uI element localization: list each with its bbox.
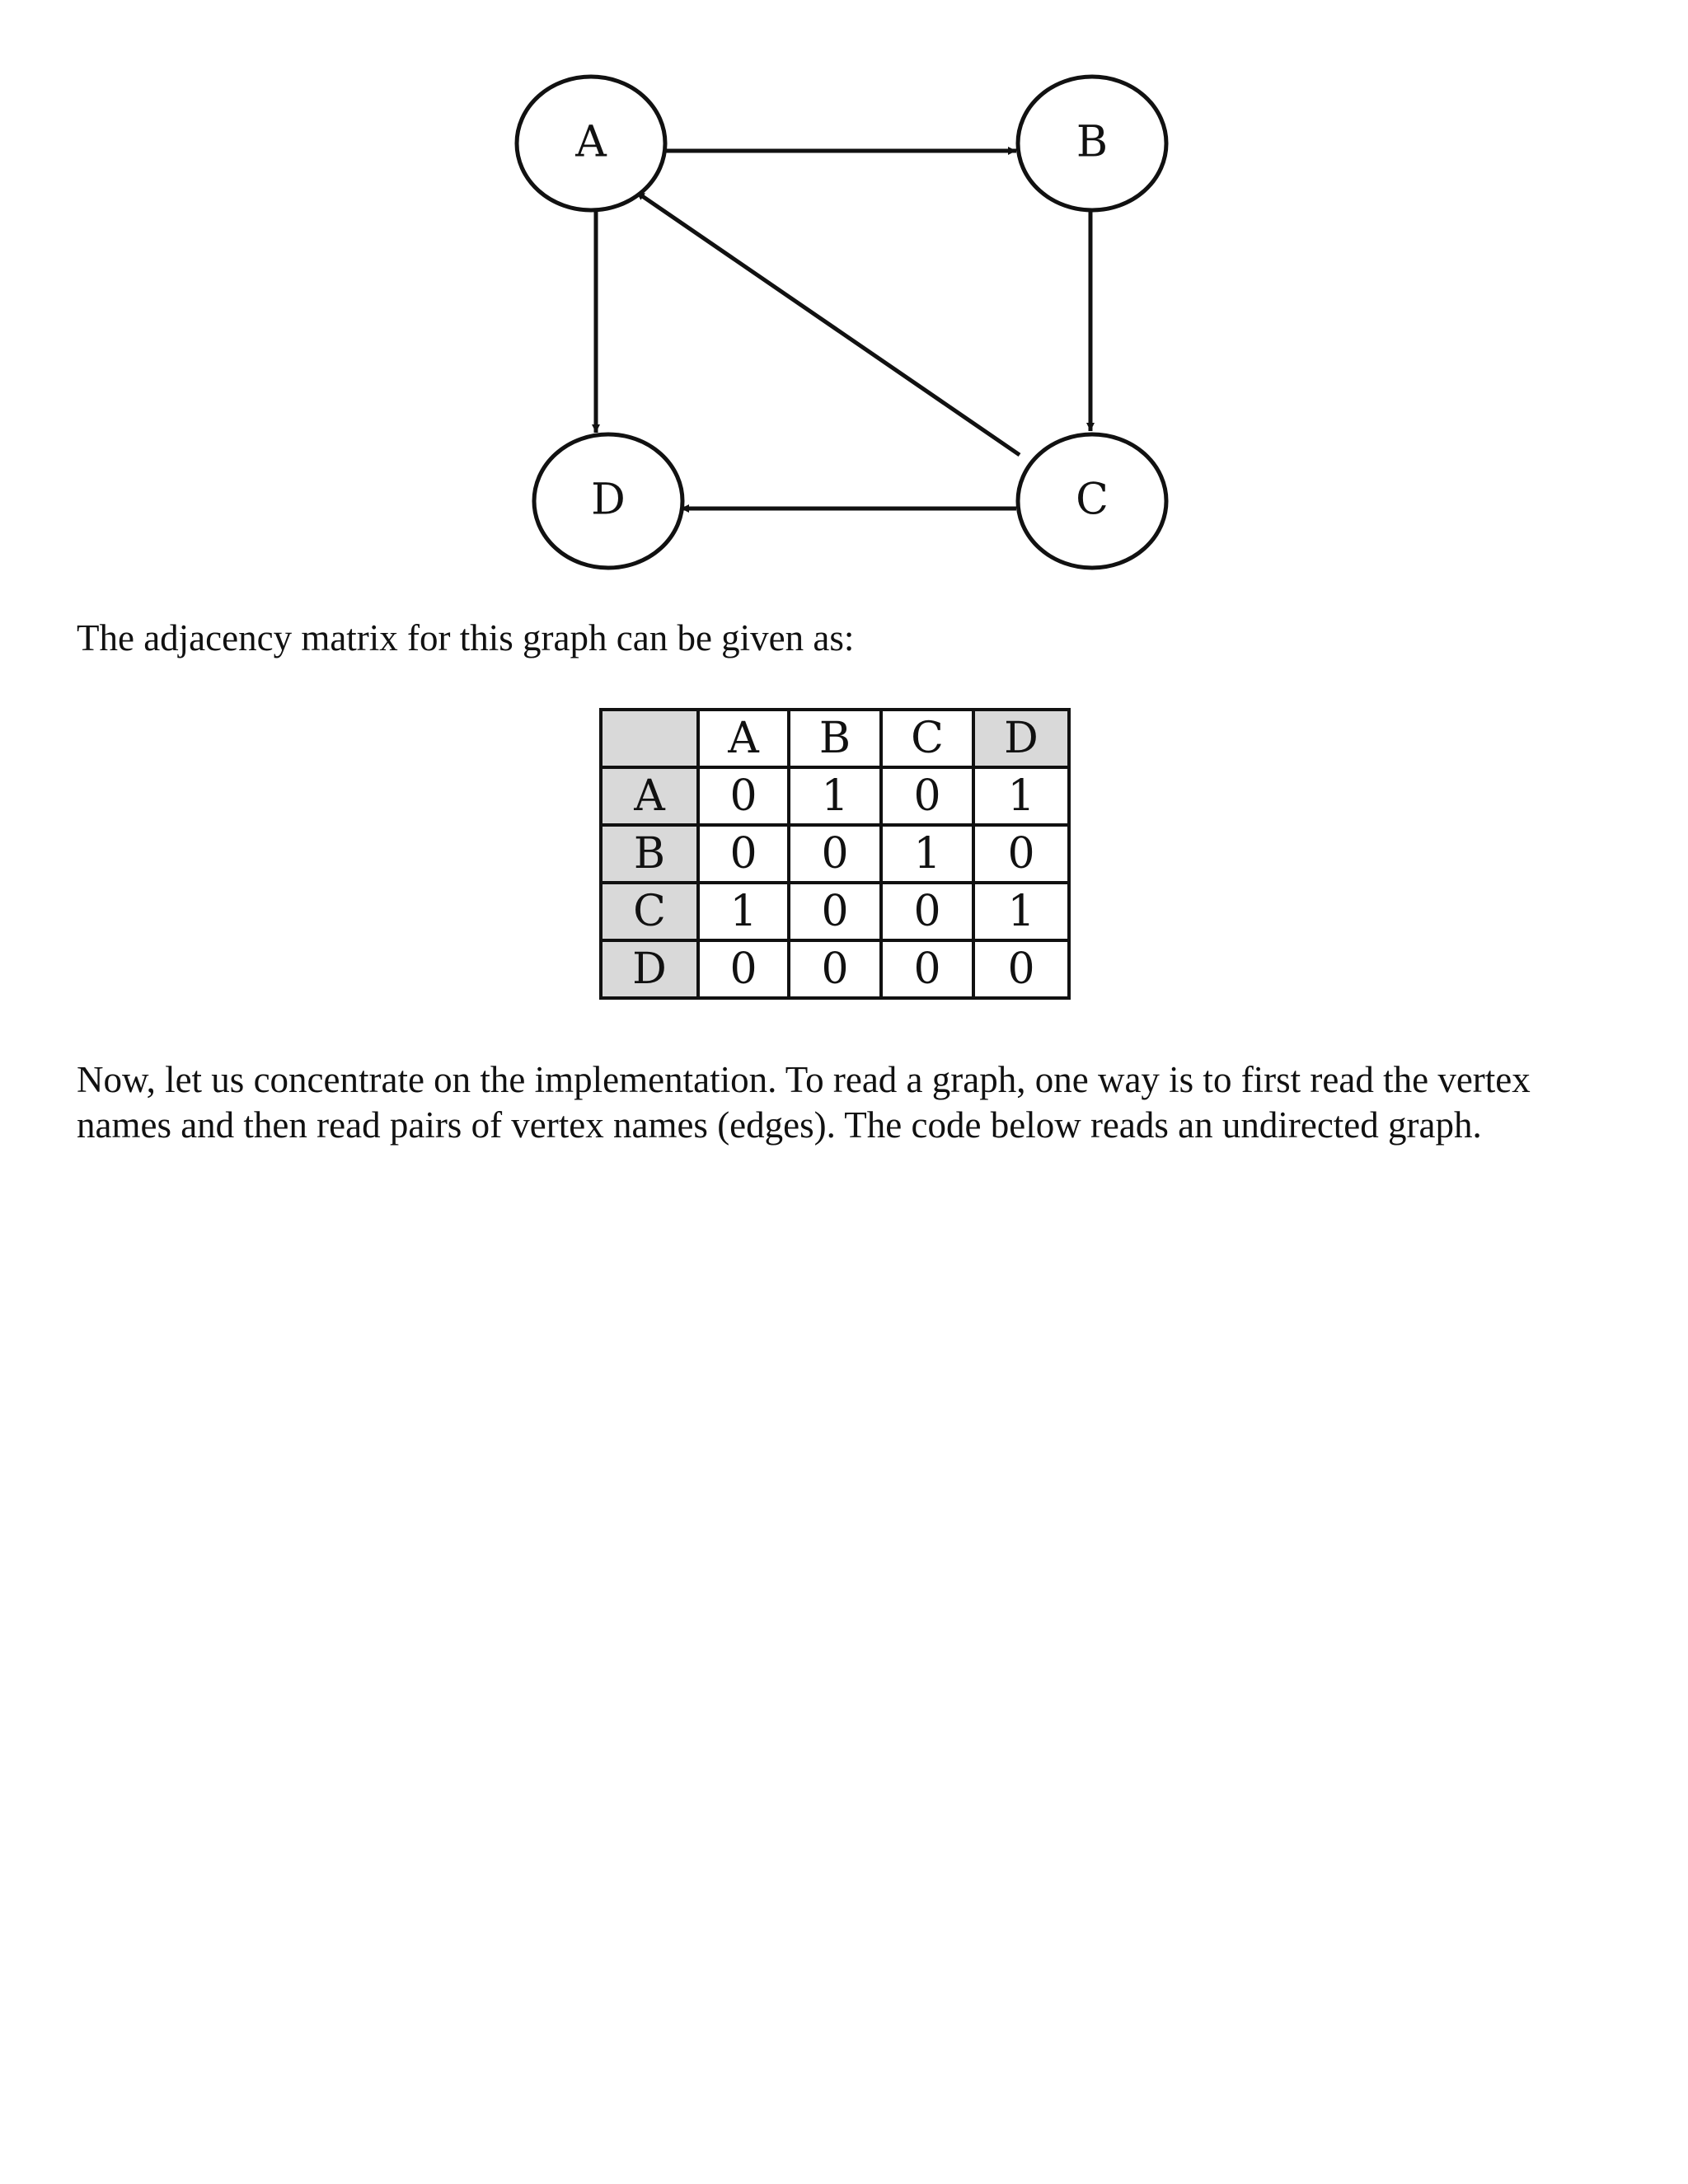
matrix-cell: 0 (881, 940, 973, 998)
matrix-cell: 0 (973, 825, 1069, 883)
matrix-cell: 1 (789, 767, 881, 825)
matrix-cell: 1 (973, 883, 1069, 940)
edge-c-to-a (636, 192, 1020, 455)
matrix-col-header: A (698, 710, 789, 767)
matrix-row (601, 940, 1069, 998)
matrix-col-header: B (789, 710, 881, 767)
implementation-paragraph (77, 1057, 1531, 1148)
graph-node-d (534, 434, 682, 568)
graph-node-a (517, 77, 665, 210)
matrix-row (601, 883, 1069, 940)
graph-node-label: C (1076, 475, 1109, 525)
matrix-row-header: D (601, 940, 698, 998)
matrix-cell: 0 (789, 883, 881, 940)
matrix-row-header: A (601, 767, 698, 825)
implementation-line-1: Now, let us concentrate on the implementation. To read a graph, one way is to first read the vertex (77, 1059, 1531, 1100)
matrix-cell: 0 (881, 767, 973, 825)
matrix-cell: 0 (789, 940, 881, 998)
matrix-cell: 0 (789, 825, 881, 883)
implementation-line-2: names and then read pairs of vertex names (edges). The code below reads an undirected graph. (77, 1104, 1482, 1146)
matrix-cell: 0 (698, 825, 789, 883)
matrix-cell: 0 (881, 883, 973, 940)
matrix-cell: 0 (698, 940, 789, 998)
graph-node-label: B (1076, 117, 1109, 167)
graph-node-label: D (591, 475, 626, 525)
graph-node-b (1018, 77, 1166, 210)
matrix-cell: 1 (973, 767, 1069, 825)
matrix-header-row (601, 710, 1069, 767)
matrix-row (601, 825, 1069, 883)
matrix-cell: 0 (698, 767, 789, 825)
matrix-cell: 1 (698, 883, 789, 940)
adjacency-matrix-table (599, 708, 1071, 1000)
matrix-corner-cell (601, 710, 698, 767)
matrix-col-header: D (973, 710, 1069, 767)
matrix-row-header: B (601, 825, 698, 883)
matrix-row-header: C (601, 883, 698, 940)
graph-node-c (1018, 434, 1166, 568)
matrix-col-header: C (881, 710, 973, 767)
matrix-row (601, 767, 1069, 825)
directed-graph-diagram (0, 0, 1688, 577)
intro-paragraph: The adjacency matrix for this graph can be given as: (77, 617, 855, 658)
matrix-cell: 0 (973, 940, 1069, 998)
matrix-cell: 1 (881, 825, 973, 883)
graph-node-label: A (575, 117, 607, 167)
